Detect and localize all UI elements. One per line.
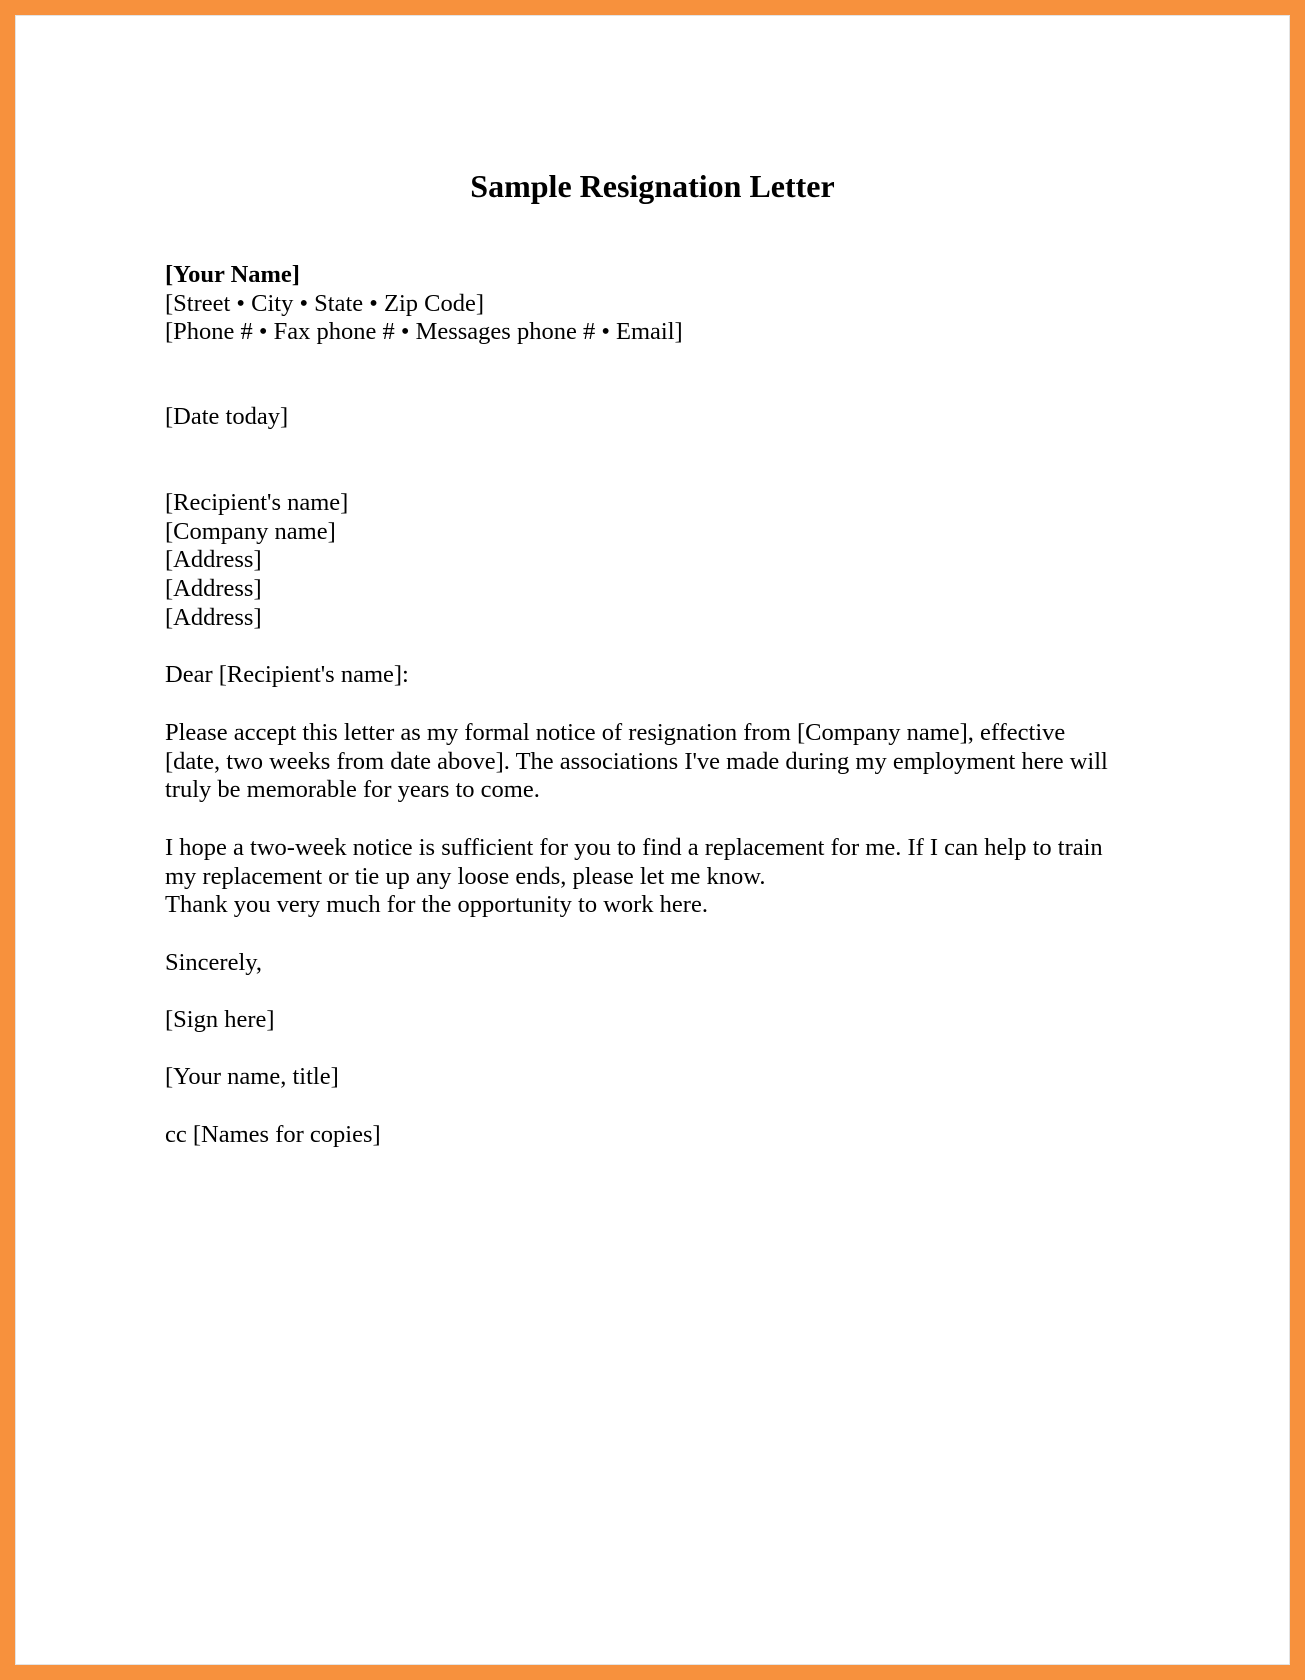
date-block (165, 403, 1165, 432)
paragraph-line: I hope a two-week notice is sufficient for you to find a replacement for me. If I can help to train (165, 834, 1103, 861)
sender-address: [Street • City • State • Zip Code] (165, 289, 485, 317)
signature-placeholder: [Sign here] (165, 1006, 275, 1033)
signature-block (165, 1006, 1165, 1035)
signer-block (165, 1063, 1165, 1092)
recipient-name: [Recipient's name] (165, 489, 349, 516)
cc-line: cc [Names for copies] (165, 1121, 381, 1148)
sender-contact: [Phone # • Fax phone # • Messages phone # • Email] (165, 318, 683, 346)
paragraph-line: Thank you very much for the opportunity to work here. (165, 891, 708, 919)
sender-block (165, 261, 1165, 347)
paragraph-2 (165, 834, 1165, 920)
letter-date: [Date today] (165, 403, 289, 430)
closing: Sincerely, (165, 949, 263, 976)
signer-name-title: [Your name, title] (165, 1063, 339, 1090)
sender-name: [Your Name] (165, 261, 300, 288)
paragraph-line: my replacement or tie up any loose ends, please let me know. (165, 862, 766, 890)
letter-title: Sample Resignation Letter (470, 168, 835, 204)
cc-block (165, 1121, 1165, 1150)
recipient-address-line: [Address] (165, 546, 262, 574)
recipient-address-line: [Address] (165, 575, 262, 603)
recipient-company: [Company name] (165, 517, 336, 545)
recipient-block (165, 489, 1165, 633)
paragraph-line: truly be memorable for years to come. (165, 776, 540, 804)
paragraph-line: [date, two weeks from date above]. The associations I've made during my employment here will (165, 747, 1108, 775)
paragraph-line: Please accept this letter as my formal notice of resignation from [Company name], effective (165, 719, 1066, 746)
salutation: Dear [Recipient's name]: (165, 661, 409, 688)
recipient-address-line: [Address] (165, 603, 262, 631)
paragraph-1 (165, 719, 1165, 805)
salutation-block (165, 661, 1165, 690)
closing-block (165, 949, 1165, 978)
